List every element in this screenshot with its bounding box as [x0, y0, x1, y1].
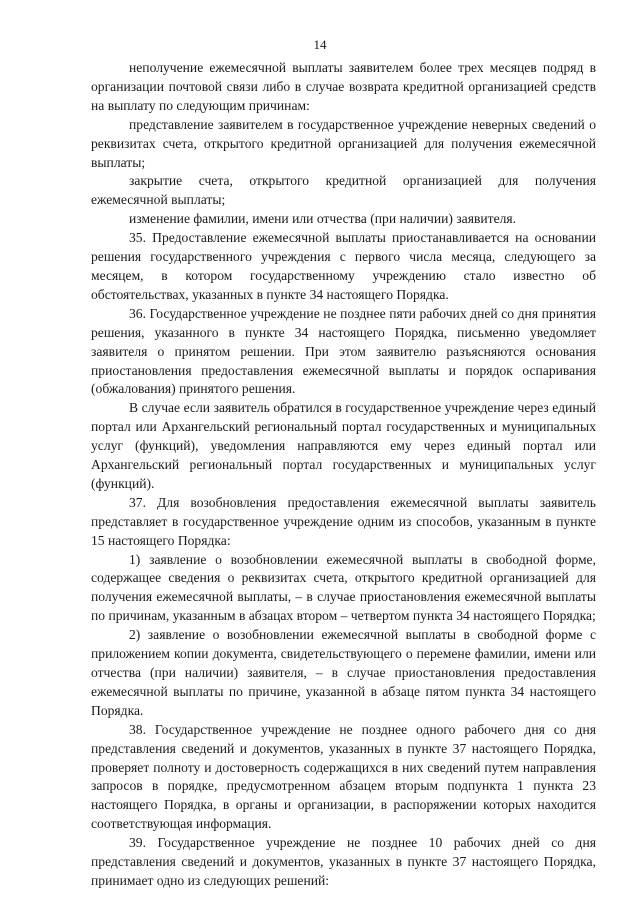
- paragraph: 35. Предоставление ежемесячной выплаты приостанавливается на основании решения государственного учреждения с первого числа месяца, следующего за месяцем, в котором государственному учреждению стало известно об обстоятельствах, указанных в пункте 34 настоящего Порядка.: [91, 230, 596, 302]
- paragraph: 39. Государственное учреждение не позднее 10 рабочих дней со дня представления сведений и документов, указанных в пункте 37 настоящего Порядка, принимает одно из следующих решений:: [91, 835, 596, 888]
- document-body: [91, 59, 596, 891]
- page-number: 14: [313, 37, 327, 52]
- paragraph: В случае если заявитель обратился в государственное учреждение через единый портал или Архангельский региональный портал государственных и муниципальных услуг (функций), уведомления направляются ему через единый портал или Архангельский региональный портал государственных и муниципальных услуг (функций).: [91, 400, 596, 491]
- paragraph: 37. Для возобновления предоставления ежемесячной выплаты заявитель представляет в государственное учреждение одним из способов, указанным в пункте 15 настоящего Порядка:: [91, 494, 596, 548]
- paragraph: закрытие счета, открытого кредитной организацией для получения ежемесячной выплаты;: [91, 173, 596, 208]
- paragraph: 1) заявление о возобновлении ежемесячной выплаты в свободной форме, содержащее сведения о реквизитах счета, открытого кредитной организацией для получения ежемесячной выплаты, – в случае приостановления ежемесячной выплаты по причинам, указанным в абзацах втором – четвертом пункта 34 настоящего Порядка;: [91, 551, 596, 624]
- paragraph: 2) заявление о возобновлении ежемесячной выплаты в свободной форме с приложением копии документа, свидетельствующего о перемене фамилии, имени или отчества (при наличии) заявителя, – в случае приостановления предоставления ежемесячной выплаты по причине, указанной в абзаце пятом пункта 34 настоящего Порядка.: [91, 627, 596, 718]
- paragraph: изменение фамилии, имени или отчества (при наличии) заявителя.: [129, 211, 517, 227]
- paragraph: 38. Государственное учреждение не позднее одного рабочего дня со дня представления сведений и документов, указанных в пункте 37 настоящего Порядка, проверяет полноту и достоверность содержащихся в них сведений путем направления запросов в порядке, предусмотренном абзацем вторым подпункта 1 пункта 23 настоящего Порядка, в органы и организации, в распоряжении которых находится соответствующая информация.: [91, 721, 596, 832]
- paragraph: 36. Государственное учреждение не позднее пяти рабочих дней со дня принятия решения, указанного в пункте 34 настоящего Порядка, письменно уведомляет заявителя о принятом решении. При этом заявителю разъясняются основания приостановления предоставления ежемесячной выплаты и порядок оспаривания (обжалования) принятого решения.: [91, 305, 596, 397]
- paragraph: представление заявителем в государственное учреждение неверных сведений о реквизитах счета, открытого кредитной организацией для получения ежемесячной выплаты;: [91, 116, 596, 170]
- paragraph: неполучение ежемесячной выплаты заявителем более трех месяцев подряд в организации почтовой связи либо в случае возврата кредитной организацией средств на выплату по следующим причинам:: [91, 60, 596, 113]
